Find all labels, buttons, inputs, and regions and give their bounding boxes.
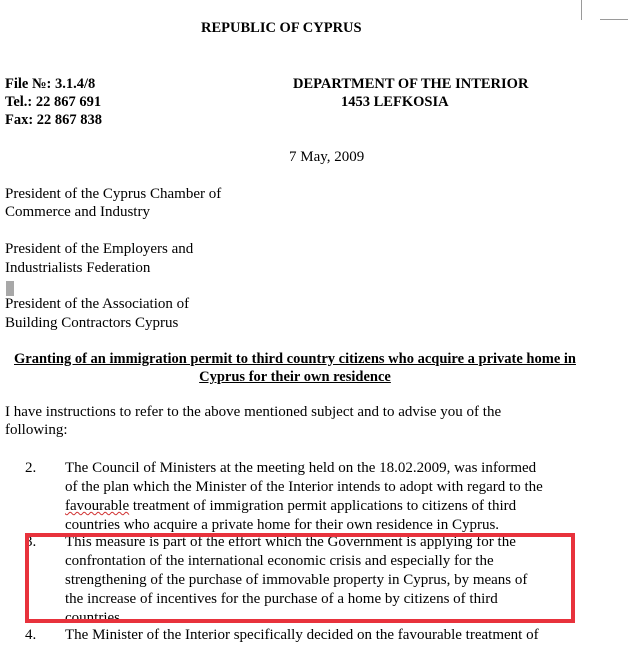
recipient-2-line-2: Industrialists Federation: [5, 260, 151, 276]
subject-line-1: Granting of an immigration permit to third country citizens who acquire a private home in: [14, 351, 576, 367]
file-number: File №: 3.1.4/8: [5, 76, 96, 92]
republic-heading: REPUBLIC OF CYPRUS: [201, 20, 362, 36]
letter-date: 7 May, 2009: [289, 149, 365, 165]
paragraph-line: of the plan which the Minister of the Interior intends to adopt with regard to the: [65, 479, 543, 495]
paragraph-number: 2.: [25, 460, 37, 476]
paragraph-line: countries.: [65, 610, 124, 626]
recipient-3-line-1: President of the Association of: [5, 296, 190, 312]
crop-mark-horizontal: [600, 19, 628, 20]
recipient-1-line-1: President of the Cyprus Chamber of: [5, 186, 222, 202]
paragraph-line: The Minister of the Interior specifically decided on the favourable treatment of: [65, 627, 539, 643]
subject-line-2: Cyprus for their own residence: [199, 369, 391, 385]
intro-line-2: following:: [5, 422, 68, 438]
paragraph-text: [65, 626, 600, 645]
spellcheck-word: favourable: [65, 498, 130, 514]
recipient-3-line-2: Building Contractors Cyprus: [5, 315, 179, 331]
paragraph-line: strengthening of the purchase of immovable property in Cyprus, by means of: [65, 572, 528, 588]
paragraph-line: countries who acquire a private home for their own residence in Cyprus.: [65, 517, 500, 533]
recipient-1-line-2: Commerce and Industry: [5, 204, 150, 220]
department-address: 1453 LEFKOSIA: [341, 94, 449, 110]
department-name: DEPARTMENT OF THE INTERIOR: [293, 76, 529, 92]
paragraph-text: [65, 533, 600, 628]
crop-mark-vertical: [581, 0, 582, 20]
paragraph-number: 4.: [25, 627, 37, 643]
telephone: Tel.: 22 867 691: [5, 94, 102, 110]
intro-line-1: I have instructions to refer to the above mentioned subject and to advise you of the: [5, 404, 502, 420]
fax: Fax: 22 867 838: [5, 112, 103, 128]
paragraph-text: [65, 459, 600, 535]
paragraph-line: the increase of incentives for the purchase of a home by citizens of third: [65, 591, 498, 607]
text-cursor-mark: [6, 281, 14, 296]
paragraph-line: The Council of Ministers at the meeting held on the 18.02.2009, was informed: [65, 460, 537, 476]
paragraph-line: confrontation of the international economic crisis and especially for the: [65, 553, 494, 569]
subject-heading: [0, 350, 590, 386]
recipient-2-line-1: President of the Employers and: [5, 241, 194, 257]
paragraph-number: 3.: [25, 534, 37, 550]
paragraph-line: This measure is part of the effort which the Government is applying for the: [65, 534, 516, 550]
paragraph-line: favourable treatment of immigration permit applications to citizens of third: [65, 498, 517, 514]
